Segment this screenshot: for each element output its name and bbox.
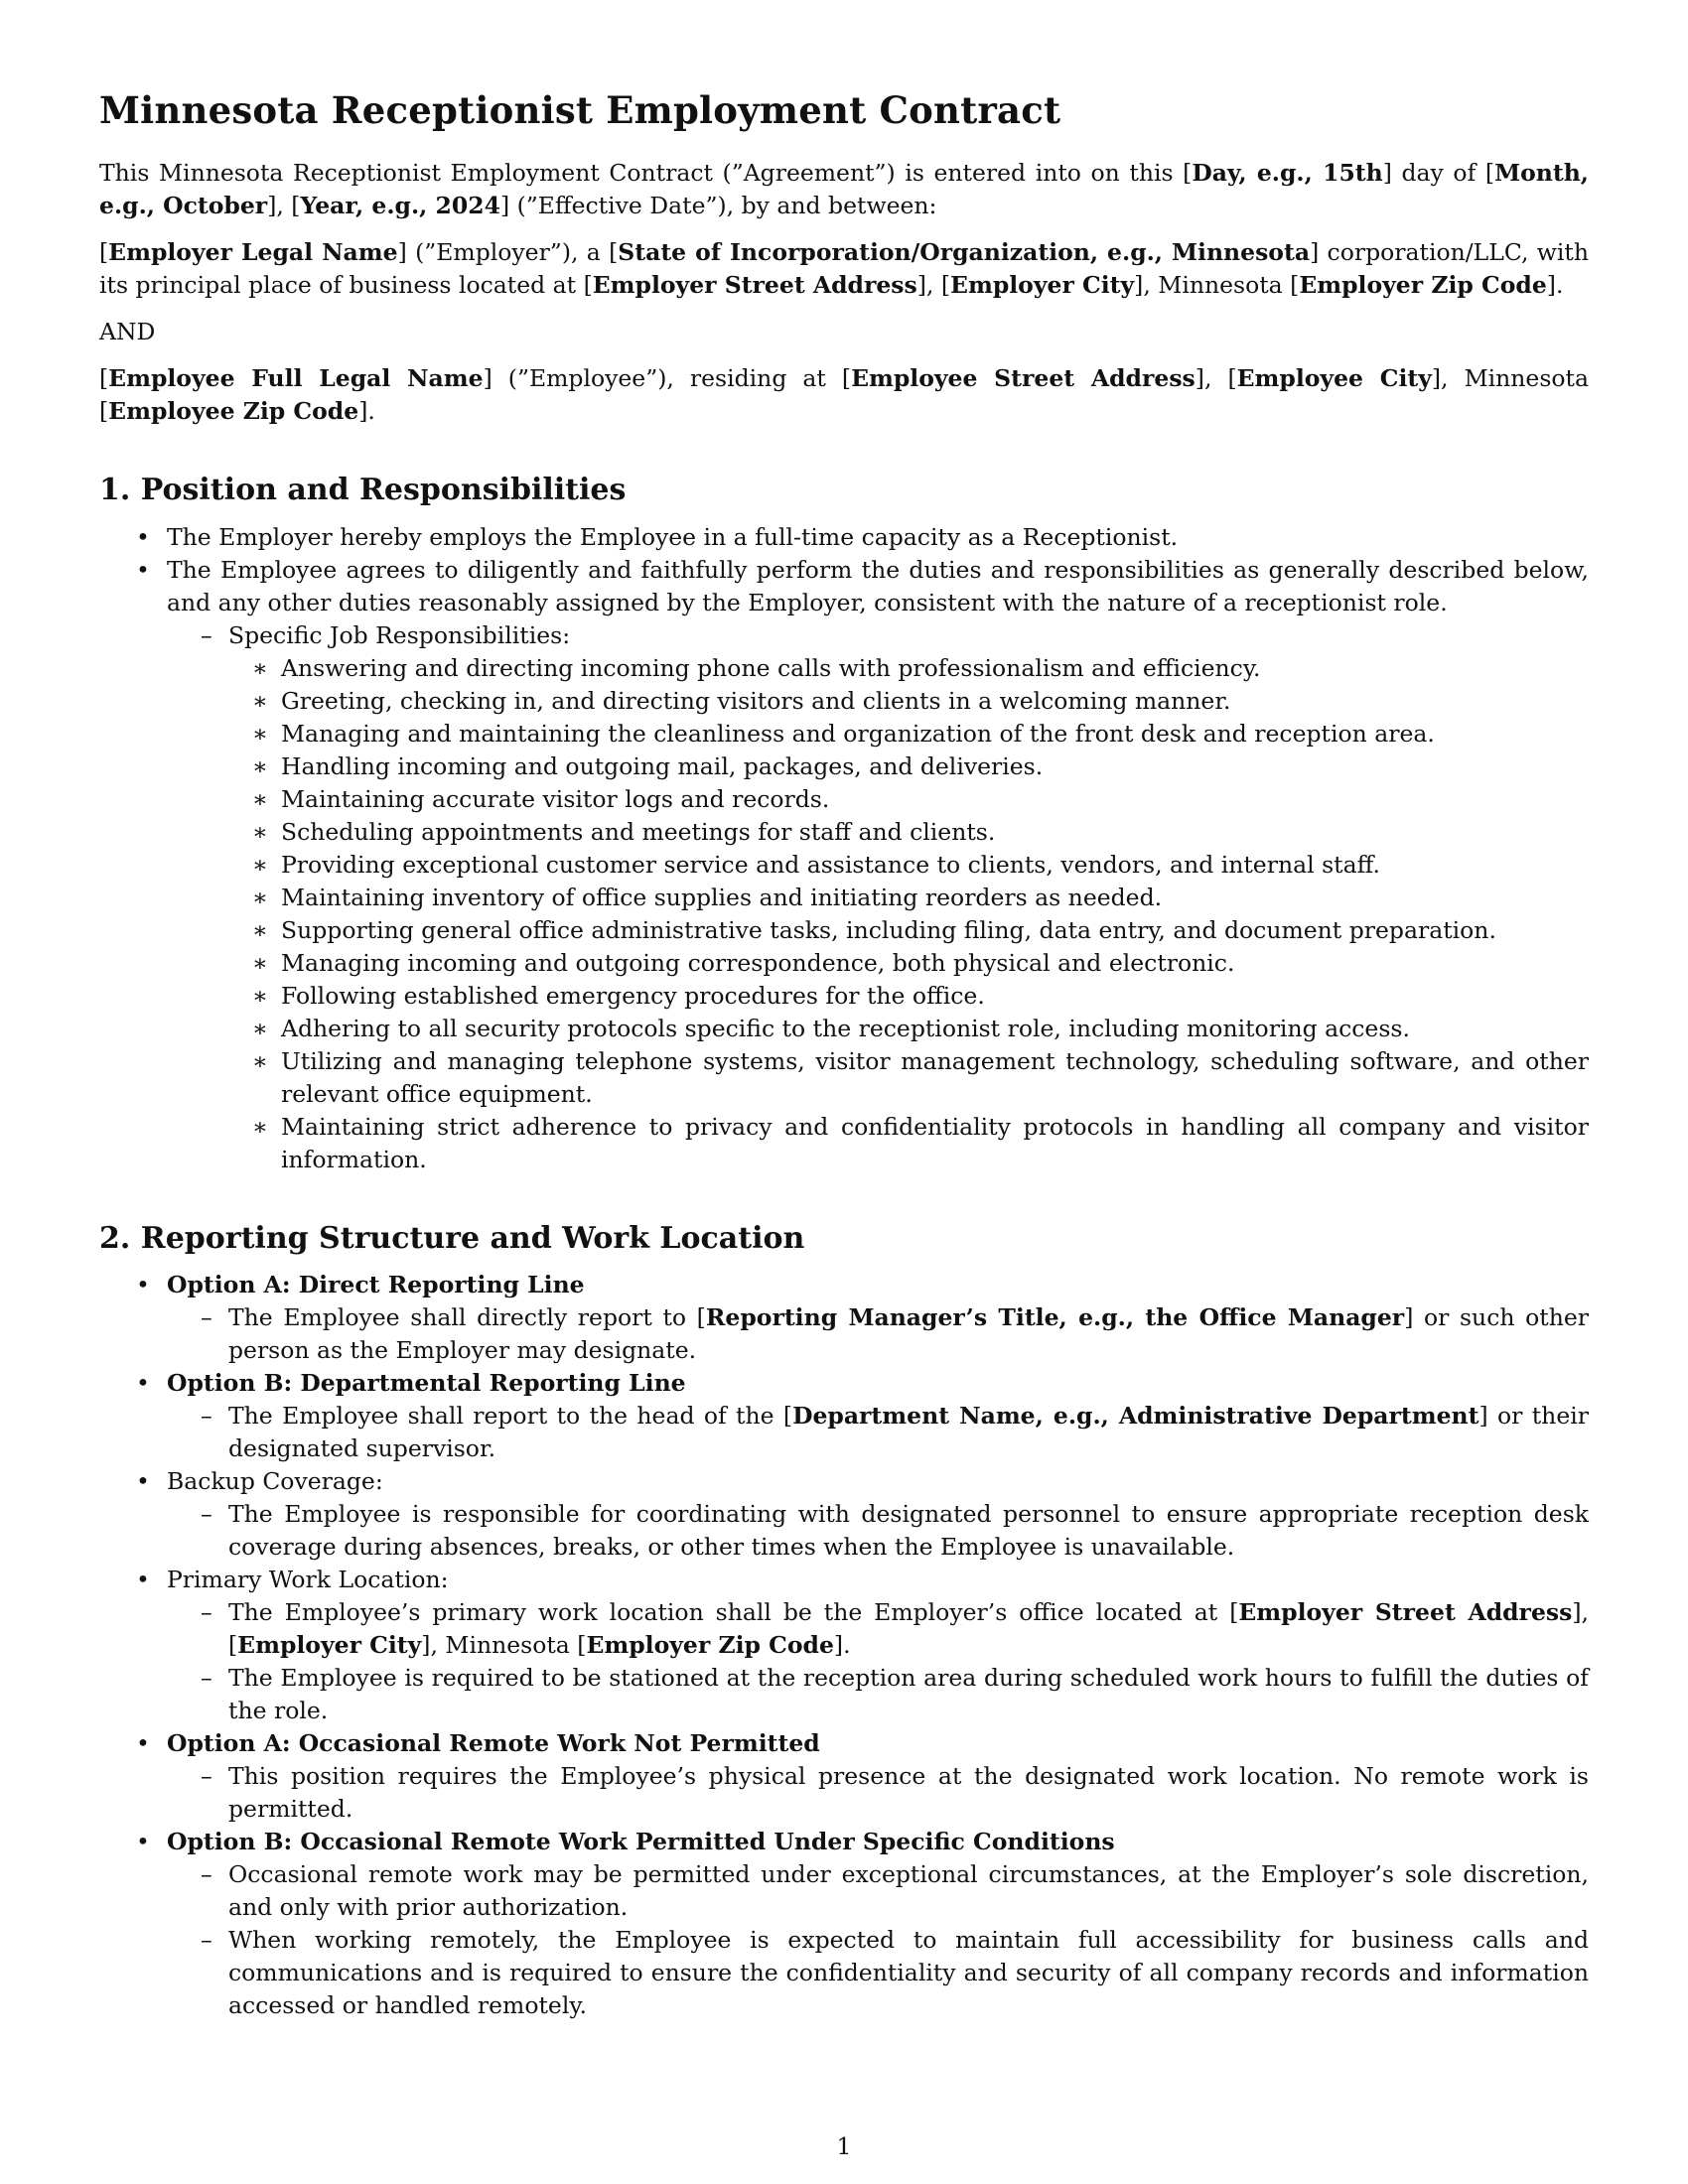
list-item: – The Employee’s primary work location shall be the Employer’s office located at [Employer Street Address], [Employer City], Minnesota [Employer Zip Code]. xyxy=(167,1596,1589,1662)
responsibilities-list xyxy=(228,652,1589,1176)
employee-street-placeholder: Employee Street Address xyxy=(851,364,1196,393)
employer-name-placeholder: Employer Legal Name xyxy=(108,238,398,267)
list-item xyxy=(99,1826,1589,2022)
list-item: ∗ Providing exceptional customer service and assistance to clients, vendors, and internal staff. xyxy=(228,849,1589,882)
list-item: • The Employer hereby employs the Employee in a full-time capacity as a Receptionist. xyxy=(99,521,1589,554)
list-item: • The Employee agrees to diligently and faithfully perform the duties and responsibilities as generally described below, and any other duties reasonably assigned by the Employer, consistent with the nature of a receptionist role. – Specific Job Responsibilities: ∗ Answering and directing incoming phone calls with professionalism and efficiency. ∗ Greeting, checking in, and directing visitors and clients in a welcoming manner. ∗ Managing and maintaining the cleanliness and organization of the front desk and reception area. ∗ Handling incoming and outgoing mail, packages, and deliveries. ∗ Maintaining accurate visitor logs and records. ∗ Scheduling appointments and meetings for staff and clients. ∗ Providing exceptional customer service and assistance to clients, vendors, and internal staff. ∗ Maintaining inventory of office supplies and initiating reorders as needed. ∗ Supporting general office administrative tasks, including filing, data entry, and document preparation. ∗ Managing incoming and outgoing correspondence, both physical and electronic. ∗ Following established emergency procedures for the office. ∗ Adhering to all security protocols specific to the receptionist role, including monitoring access. ∗ Utilizing and managing telephone systems, visitor management technology, scheduling software, and other relevant office equipment. ∗ Maintaining strict adherence to privacy and confidentiality protocols in handling all company and visitor information. xyxy=(99,554,1589,1176)
option-b-remote-title: Option B: Occasional Remote Work Permitted Under Specific Conditions xyxy=(167,1828,1115,1856)
option-a-remote-title: Option A: Occasional Remote Work Not Permitted xyxy=(167,1729,820,1758)
list-item: – The Employee shall directly report to [Reporting Manager’s Title, e.g., the Office Manager] or such other person as the Employer may designate. xyxy=(167,1301,1589,1367)
employee-name-placeholder: Employee Full Legal Name xyxy=(108,364,484,393)
employer-state-placeholder: State of Incorporation/Organization, e.g., Minnesota xyxy=(618,238,1311,267)
document-title: Minnesota Receptionist Employment Contract xyxy=(99,88,1061,132)
location-city-placeholder: Employer City xyxy=(237,1631,422,1660)
section-1-heading: 1. Position and Responsibilities xyxy=(99,473,627,508)
list-item: • Primary Work Location: – The Employee’s primary work location shall be the Employer’s office located at [Employer Street Address], [Employer City], Minnesota [Employer Zip Code]. – The Employee is required to be stationed at the reception area during scheduled work hours to fulfill the duties of the role. xyxy=(99,1564,1589,1727)
year-placeholder: Year, e.g., 2024 xyxy=(300,192,500,220)
list-item: ∗ Maintaining accurate visitor logs and records. xyxy=(228,783,1589,816)
list-item xyxy=(99,1367,1589,1465)
list-item: ∗ Maintaining inventory of office supplies and initiating reorders as needed. xyxy=(228,882,1589,914)
section-2-list xyxy=(99,1269,1589,2022)
list-item: – Occasional remote work may be permitted under exceptional circumstances, at the Employer’s sole discretion, and only with prior authorization. xyxy=(167,1858,1589,1924)
location-zip-placeholder: Employer Zip Code xyxy=(586,1631,834,1660)
employee-city-placeholder: Employee City xyxy=(1236,364,1432,393)
month-placeholder: Month, e.g., October xyxy=(99,159,1589,220)
page-number: 1 xyxy=(836,2132,852,2160)
list-item: – The Employee is required to be stationed at the reception area during scheduled work hours to fulfill the duties of the role. xyxy=(167,1662,1589,1727)
section-2-heading: 2. Reporting Structure and Work Location xyxy=(99,1220,805,1256)
employer-city-placeholder: Employer City xyxy=(950,271,1135,300)
manager-title-placeholder: Reporting Manager’s Title, e.g., the Office Manager xyxy=(705,1303,1405,1332)
list-item: – The Employee is responsible for coordinating with designated personnel to ensure appropriate reception desk coverage during absences, breaks, or other times when the Employee is unavailable. xyxy=(167,1498,1589,1564)
list-item: ∗ Scheduling appointments and meetings for staff and clients. xyxy=(228,816,1589,849)
section-1-list xyxy=(99,521,1589,1176)
list-item xyxy=(99,1727,1589,1826)
employee-paragraph: [Employee Full Legal Name] (”Employee”), residing at [Employee Street Address], [Employee City], Minnesota [Employee Zip Code]. xyxy=(99,364,1589,426)
department-placeholder: Department Name, e.g., Administrative Department xyxy=(792,1402,1479,1431)
and-separator: AND xyxy=(99,318,156,346)
list-item: ∗ Answering and directing incoming phone calls with professionalism and efficiency. xyxy=(228,652,1589,685)
list-item: ∗ Managing incoming and outgoing correspondence, both physical and electronic. xyxy=(228,947,1589,980)
employer-paragraph: [Employer Legal Name] (”Employer”), a [State of Incorporation/Organization, e.g., Minnesota] corporation/LLC, with its principal place of business located at [Employer Street Address], [Employer City], Minnesota [Employer Zip Code]. xyxy=(99,238,1590,300)
list-item: ∗ Managing and maintaining the cleanliness and organization of the front desk and reception area. xyxy=(228,718,1589,751)
intro-paragraph: This Minnesota Receptionist Employment Contract (”Agreement”) is entered into on this [Day, e.g., 15th] day of [Month, e.g., October], [Year, e.g., 2024] (”Effective Date”), by and between: xyxy=(99,159,1589,220)
day-placeholder: Day, e.g., 15th xyxy=(1192,159,1383,188)
list-item: ∗ Following established emergency procedures for the office. xyxy=(228,980,1589,1013)
employer-zip-placeholder: Employer Zip Code xyxy=(1299,271,1547,300)
list-item: – Specific Job Responsibilities: ∗ Answering and directing incoming phone calls with professionalism and efficiency. ∗ Greeting, checking in, and directing visitors and clients in a welcoming manner. ∗ Managing and maintaining the cleanliness and organization of the front desk and reception area. ∗ Handling incoming and outgoing mail, packages, and deliveries. ∗ Maintaining accurate visitor logs and records. ∗ Scheduling appointments and meetings for staff and clients. ∗ Providing exceptional customer service and assistance to clients, vendors, and internal staff. ∗ Maintaining inventory of office supplies and initiating reorders as needed. ∗ Supporting general office administrative tasks, including filing, data entry, and document preparation. ∗ Managing incoming and outgoing correspondence, both physical and electronic. ∗ Following established emergency procedures for the office. ∗ Adhering to all security protocols specific to the receptionist role, including monitoring access. ∗ Utilizing and managing telephone systems, visitor management technology, scheduling software, and other relevant office equipment. ∗ Maintaining strict adherence to privacy and confidentiality protocols in handling all company and visitor information. xyxy=(167,619,1589,1176)
option-a-reporting-title: Option A: Direct Reporting Line xyxy=(167,1271,585,1299)
sub-list xyxy=(99,619,1589,1176)
list-item: ∗ Handling incoming and outgoing mail, packages, and deliveries. xyxy=(228,751,1589,783)
location-street-placeholder: Employer Street Address xyxy=(1238,1598,1573,1627)
list-item: ∗ Maintaining strict adherence to privacy and confidentiality protocols in handling all company and visitor information. xyxy=(228,1111,1589,1176)
employee-zip-placeholder: Employee Zip Code xyxy=(108,397,359,426)
list-item: • Backup Coverage: – The Employee is responsible for coordinating with designated personnel to ensure appropriate reception desk coverage during absences, breaks, or other times when the Employee is unavailable. xyxy=(99,1465,1589,1564)
list-item: ∗ Greeting, checking in, and directing visitors and clients in a welcoming manner. xyxy=(228,685,1589,718)
list-item: – This position requires the Employee’s physical presence at the designated work location. No remote work is permitted. xyxy=(167,1760,1589,1826)
list-item: – The Employee shall report to the head of the [Department Name, e.g., Administrative Department] or their designated supervisor. xyxy=(167,1400,1589,1465)
list-item xyxy=(99,1269,1589,1367)
list-item: ∗ Utilizing and managing telephone systems, visitor management technology, scheduling software, and other relevant office equipment. xyxy=(228,1045,1589,1111)
list-item: – When working remotely, the Employee is expected to maintain full accessibility for business calls and communications and is required to ensure the confidentiality and security of all company records and information accessed or handled remotely. xyxy=(167,1924,1589,2022)
option-b-reporting-title: Option B: Departmental Reporting Line xyxy=(167,1369,686,1398)
list-item: ∗ Adhering to all security protocols specific to the receptionist role, including monitoring access. xyxy=(228,1013,1589,1045)
document-page xyxy=(99,87,1589,2022)
list-item: ∗ Supporting general office administrative tasks, including filing, data entry, and document preparation. xyxy=(228,914,1589,947)
employer-street-placeholder: Employer Street Address xyxy=(592,271,917,300)
